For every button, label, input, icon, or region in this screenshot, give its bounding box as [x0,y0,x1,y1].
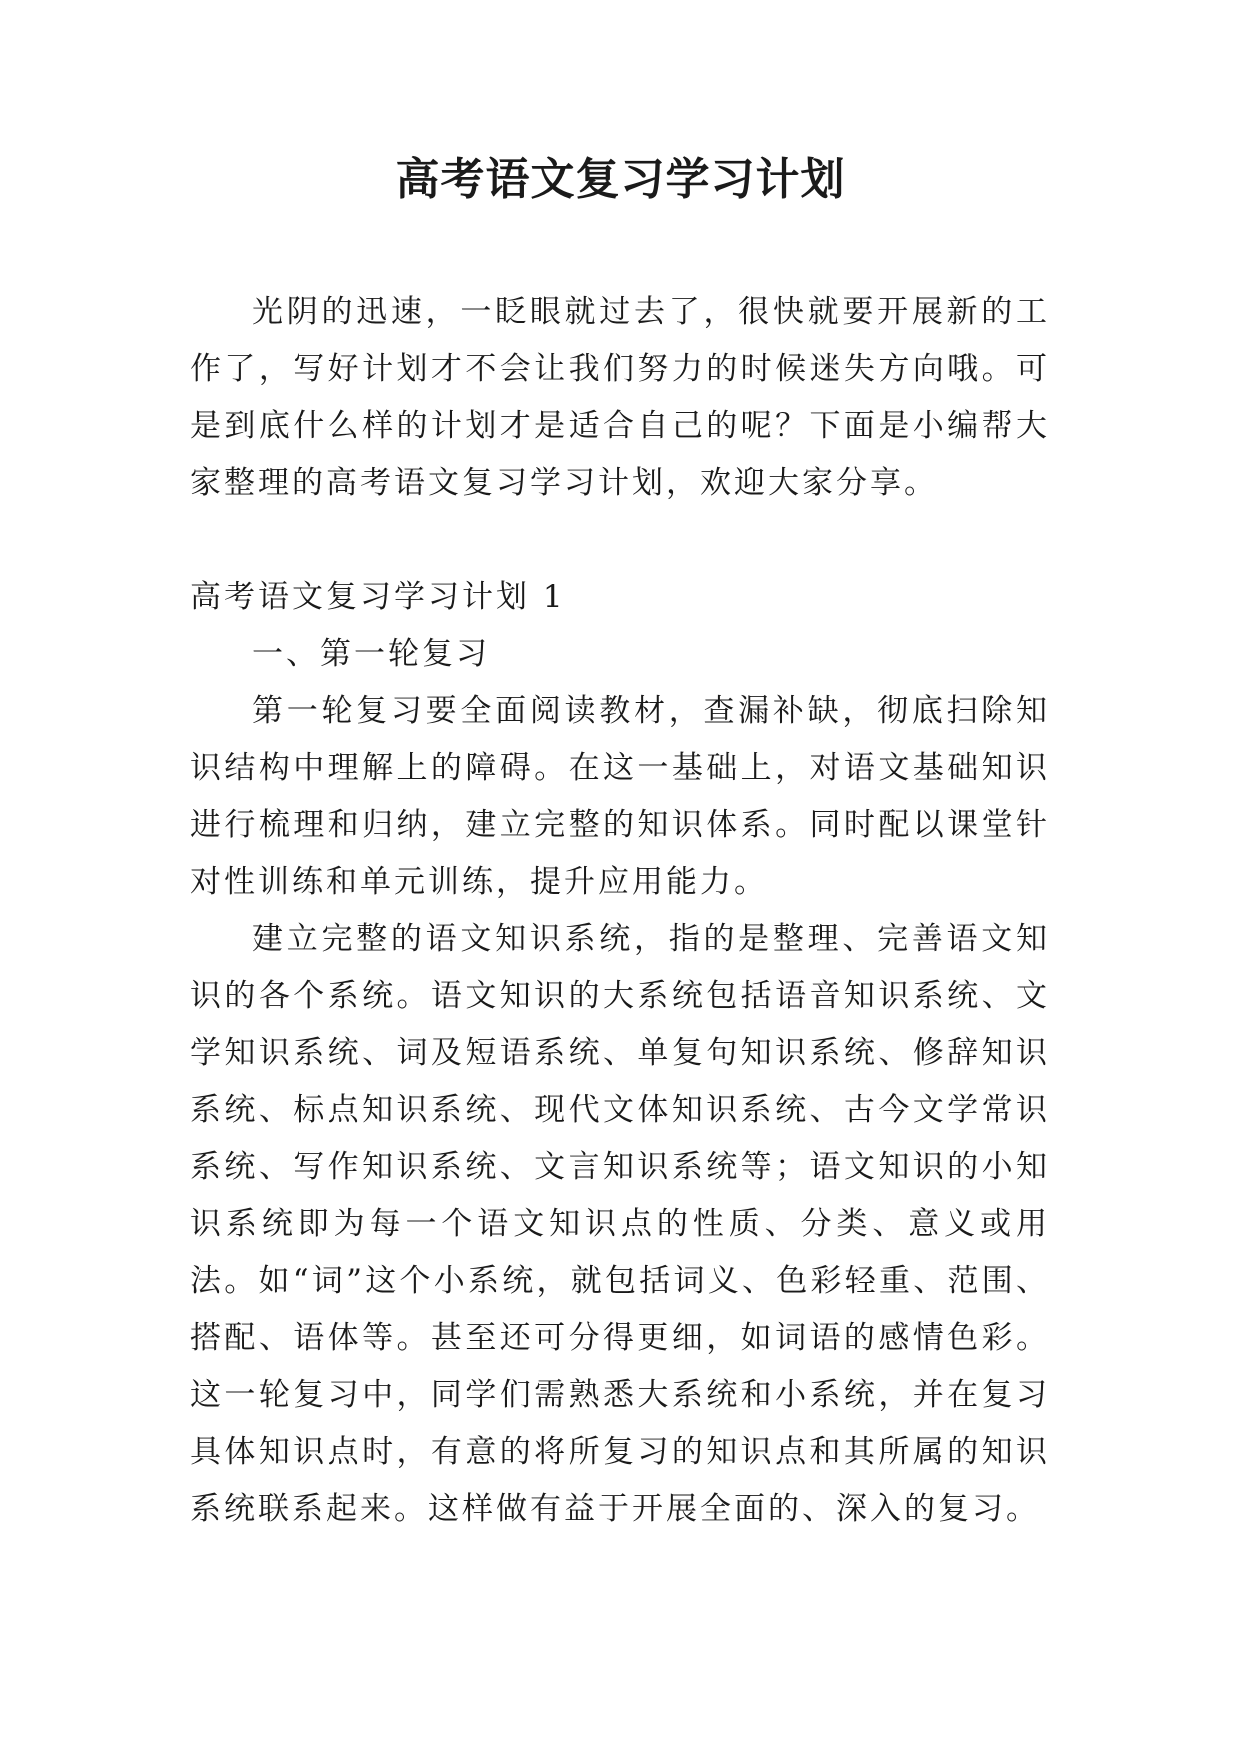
body-paragraph: 建立完整的语文知识系统，指的是整理、完善语文知识的各个系统。语文知识的大系统包括语音知识系统、文学知识系统、词及短语系统、单复句知识系统、修辞知识系统、标点知识系统、现代文体知识系统、古今文学常识系统、写作知识系统、文言知识系统等；语文知识的小知识系统即为每一个语文知识点的性质、分类、意义或用法。如“词”这个小系统，就包括词义、色彩轻重、范围、搭配、语体等。甚至还可分得更细，如词语的感情色彩。这一轮复习中，同学们需熟悉大系统和小系统，并在复习具体知识点时，有意的将所复习的知识点和其所属的知识系统联系起来。这样做有益于开展全面的、深入的复习。 [190,921,1050,1527]
body-paragraph: 第一轮复习要全面阅读教材，查漏补缺，彻底扫除知识结构中理解上的障碍。在这一基础上，对语文基础知识进行梳理和归纳，建立完整的知识体系。同时配以课堂针对性训练和单元训练，提升应用能力。 [190,693,1050,900]
intro-paragraph: 光阴的迅速，一眨眼就过去了，很快就要开展新的工作了，写好计划才不会让我们努力的时候迷失方向哦。可是到底什么样的计划才是适合自己的呢？下面是小编帮大家整理的高考语文复习学习计划，欢迎大家分享。 [190,294,1050,501]
document-title: 高考语文复习学习计划 [395,154,846,205]
subsection-title: 一、第一轮复习 [252,636,490,672]
section-title: 高考语文复习学习计划 1 [190,579,566,615]
document-body [190,284,1050,1538]
